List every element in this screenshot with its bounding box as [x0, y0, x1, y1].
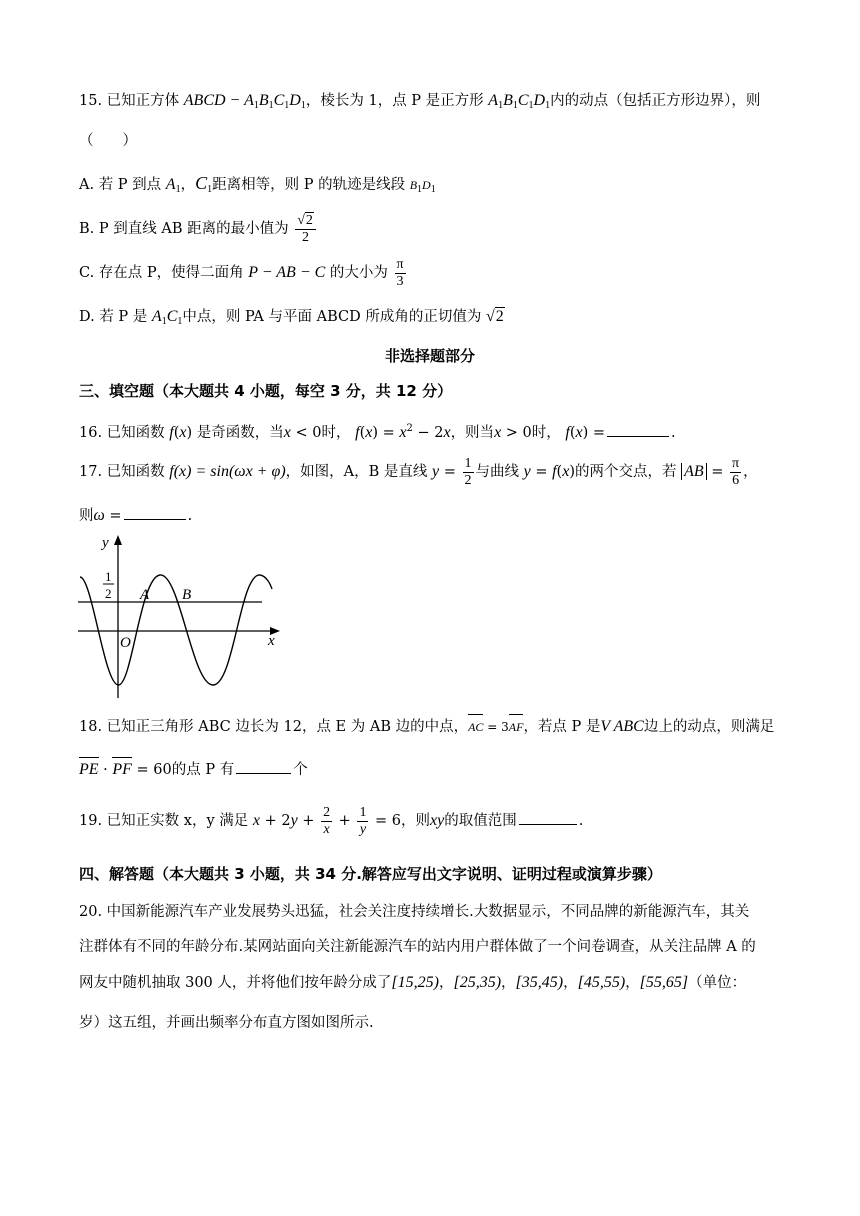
q18-answer-blank	[236, 757, 291, 774]
q20-line4: 岁）这五组，并画出频率分布直方图如图所示.	[79, 1015, 374, 1031]
point-b-label: B	[182, 587, 192, 603]
section4-heading: 四、解答题（本大题共 3 小题，共 34 分.解答应写出文字说明、证明过程或演算步骤）	[79, 865, 662, 883]
q18-stem: 18. 已知正三角形 ABC 边长为 12，点 E 为 AB 边的中点，AC = 3AF，若点 P 是V ABC边上的动点，则满足	[79, 716, 790, 738]
q15-option-b: B. P 到直线 AB 距离的最小值为 $\frac{√2}{2}$	[79, 210, 790, 248]
q17-answer-blank	[124, 503, 186, 520]
q17-stem: 17. 已知函数 f(x) = sin(ωx + φ)，如图，A，B 是直线 y = $\frac{1}{2}$ 与曲线 y = f(x)的两个交点，若 AB = $\frac{\pi}{6}$ ，	[79, 455, 758, 488]
q20-line2: 注群体有不同的年龄分布.某网站面向关注新能源汽车的站内用户群体做了一个问卷调查，从关注品牌 A 的	[79, 939, 756, 955]
section3-heading: 三、填空题（本大题共 4 小题，每空 3 分，共 12 分）	[79, 382, 453, 400]
q16: 16. 已知函数 f(x) 是奇函数，当x < 0时， $f(x) = x^2 - 2x$，则当x > 0时， f(x) = .	[79, 418, 790, 444]
q19: 19. 已知正实数 x，y 满足 x + 2y + $\frac{2}{x}$ + $\frac{1}{y}$ = 6，则xy的取值范围 .	[79, 804, 584, 837]
q15-option-a: A. 若 P 到点 $A_1$，$C_1$距离相等，则 P 的轨迹是线段 $B_1D_1$	[79, 173, 436, 195]
q15-option-c: C. 存在点 P，使得二面角 P − AB − C 的大小为 $\frac{\pi}{3}$	[79, 256, 404, 289]
q16-answer-blank	[607, 420, 669, 437]
y-axis-arrow	[114, 535, 122, 545]
q17-ask: 则ω = .	[79, 503, 790, 527]
q20-line1: 20. 中国新能源汽车产业发展势头迅猛，社会关注度持续增长.大数据显示，不同品牌的新能源汽车，其关	[79, 904, 750, 920]
half-denominator: 2	[105, 586, 112, 601]
pi-over-3: $\frac{\pi}{3}$	[396, 256, 404, 289]
y-label: y	[102, 535, 109, 551]
point-a-label: A	[140, 587, 150, 603]
q15-paren: （ ）	[79, 133, 137, 149]
q19-answer-blank	[519, 808, 577, 825]
cube-name: ABCD − $A_1B_1C_1D_1$	[183, 92, 306, 111]
q18-condition: PE · PF = 60的点 P 有 个	[79, 757, 790, 781]
q15-stem: 15. 已知正方体 ABCD − $A_1B_1C_1D_1$，棱长为 1，点 P 是正方形 $A_1B_1C_1D_1$内的动点（包括正方形边界），则	[79, 92, 761, 111]
sqrt2-over-2: $\frac{√2}{2}$	[295, 213, 316, 246]
q17-sine-graph	[70, 533, 285, 703]
half-numerator: 1	[105, 569, 112, 584]
q20-line3: 网友中随机抽取 300 人，并将他们按年龄分成了[15,25)，[25,35)，[35,45)，[45,55)，[55,65]（单位：	[79, 974, 747, 991]
face-name: $A_1B_1C_1D_1$	[488, 92, 551, 111]
section-nonchoice-heading: 非选择题部分	[384, 347, 475, 365]
q15-option-d: D. 若 P 是 $A_1C_1$中点，则 PA 与平面 ABCD 所成角的正切值为 √2	[79, 308, 504, 327]
x-label: x	[268, 633, 275, 649]
origin-label: O	[120, 635, 131, 651]
